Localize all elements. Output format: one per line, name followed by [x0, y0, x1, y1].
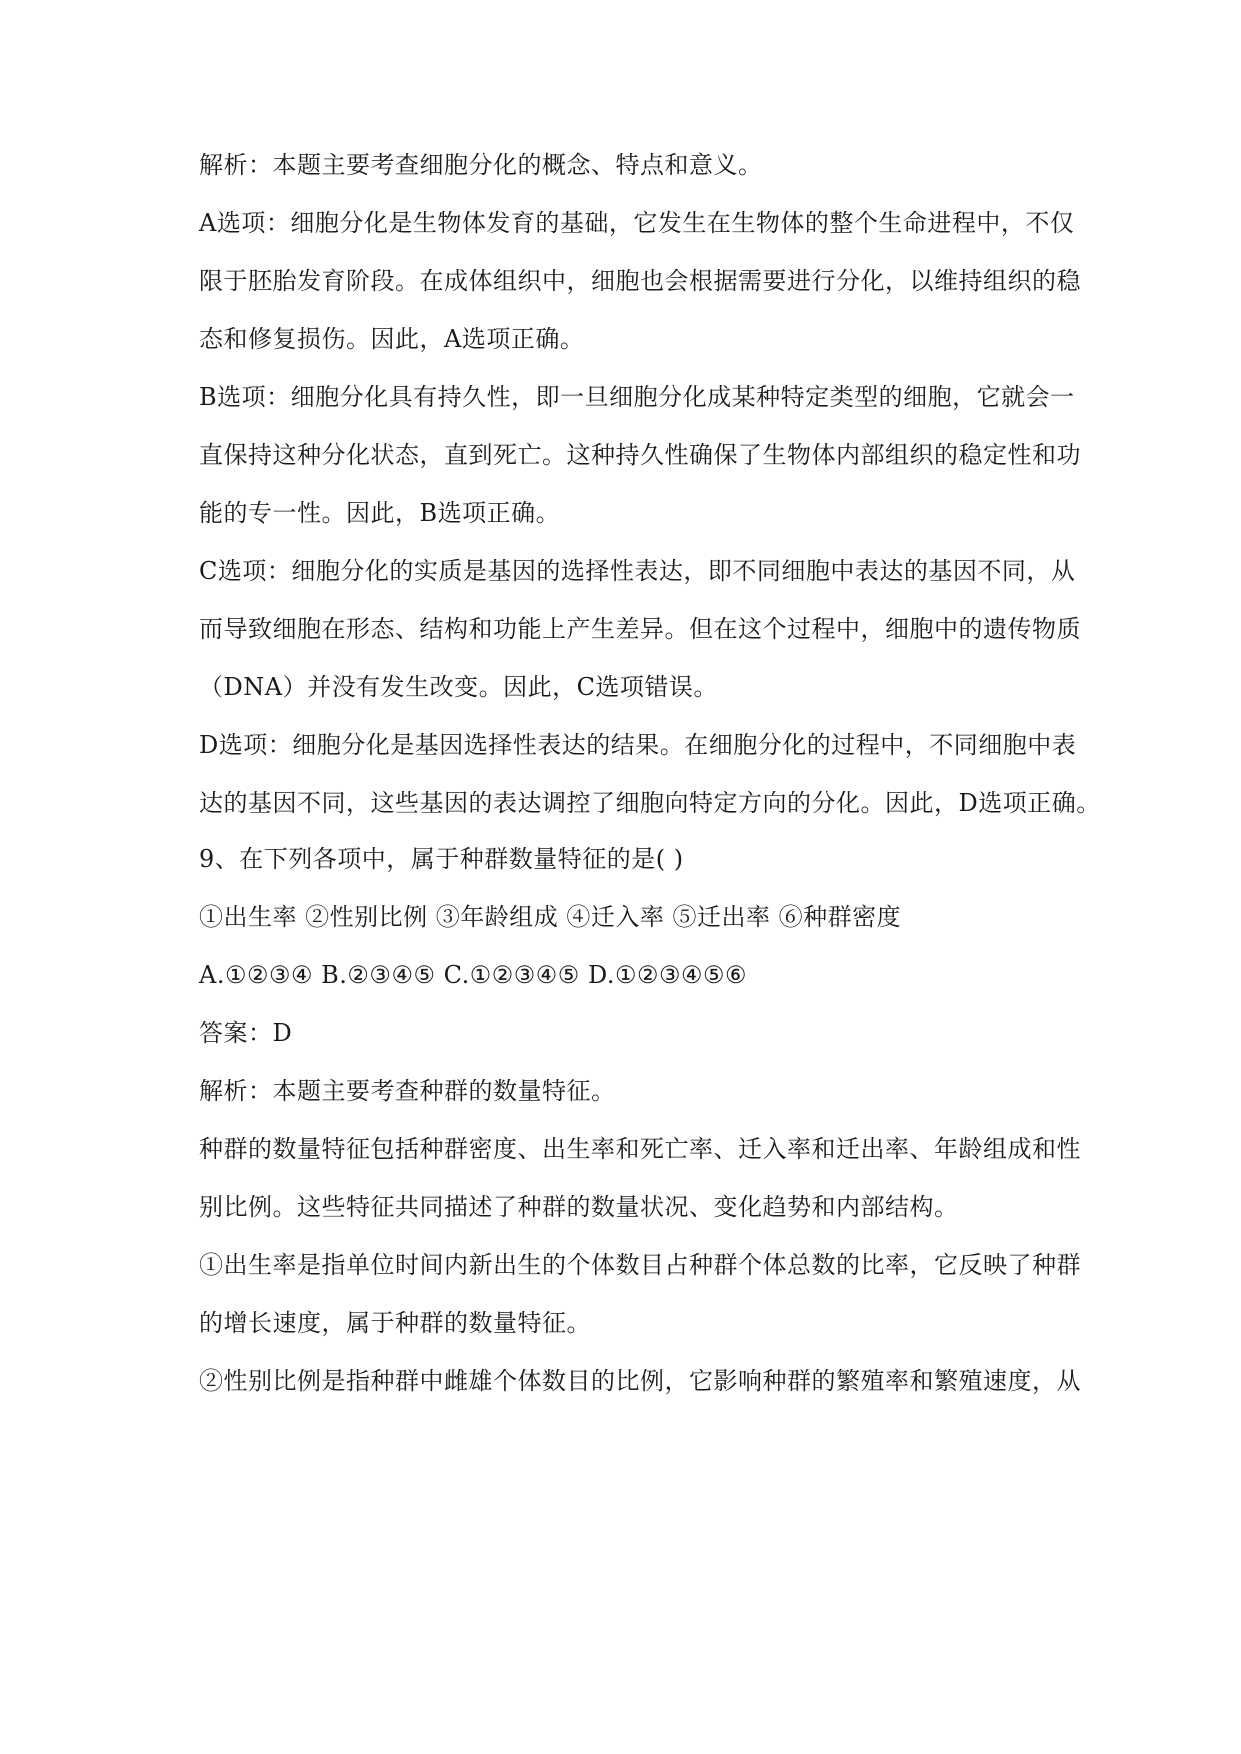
question-9-line: 9、在下列各项中，属于种群数量特征的是( ): [199, 845, 684, 873]
analysis-9-intro-line: 解析：本题主要考查种群的数量特征。: [199, 1077, 616, 1105]
population-traits-line-2: 别比例。这些特征共同描述了种群的数量状况、变化趋势和内部结构。: [199, 1193, 959, 1221]
birth-rate-line-1: ①出生率是指单位时间内新出生的个体数目占种群个体总数的比率，它反映了种群: [199, 1251, 1081, 1279]
option-b-line-3: 能的专一性。因此，B选项正确。: [199, 499, 561, 527]
option-a-line-3: 态和修复损伤。因此，A选项正确。: [199, 325, 585, 353]
question-9-items-line: ①出生率 ②性别比例 ③年龄组成 ④迁入率 ⑤迁出率 ⑥种群密度: [199, 903, 902, 931]
analysis-intro-line: 解析：本题主要考查细胞分化的概念、特点和意义。: [199, 151, 763, 179]
answer-line: 答案：D: [199, 1019, 293, 1047]
option-c-line-2: 而导致细胞在形态、结构和功能上产生差异。但在这个过程中，细胞中的遗传物质: [199, 615, 1081, 643]
option-c-line-1: C选项：细胞分化的实质是基因的选择性表达，即不同细胞中表达的基因不同，从: [199, 557, 1076, 585]
option-a-line-1: A选项：细胞分化是生物体发育的基础，它发生在生物体的整个生命进程中，不仅: [199, 209, 1075, 237]
option-b-line-2: 直保持这种分化状态，直到死亡。这种持久性确保了生物体内部组织的稳定性和功: [199, 441, 1081, 469]
question-9-choices-line: A.①②③④ B.②③④⑤ C.①②③④⑤ D.①②③④⑤⑥: [199, 961, 748, 989]
option-d-line-2: 达的基因不同，这些基因的表达调控了细胞向特定方向的分化。因此，D选项正确。: [199, 789, 1101, 817]
option-b-line-1: B选项：细胞分化具有持久性，即一旦细胞分化成某种特定类型的细胞，它就会一: [199, 383, 1075, 411]
option-c-line-3: （DNA）并没有发生改变。因此，C选项错误。: [199, 673, 718, 701]
option-a-line-2: 限于胚胎发育阶段。在成体组织中，细胞也会根据需要进行分化，以维持组织的稳: [199, 267, 1081, 295]
option-d-line-1: D选项：细胞分化是基因选择性表达的结果。在细胞分化的过程中，不同细胞中表: [199, 731, 1077, 759]
sex-ratio-line-1: ②性别比例是指种群中雌雄个体数目的比例，它影响种群的繁殖率和繁殖速度，从: [199, 1367, 1081, 1395]
population-traits-line-1: 种群的数量特征包括种群密度、出生率和死亡率、迁入率和迁出率、年龄组成和性: [199, 1135, 1081, 1163]
birth-rate-line-2: 的增长速度，属于种群的数量特征。: [199, 1309, 591, 1337]
